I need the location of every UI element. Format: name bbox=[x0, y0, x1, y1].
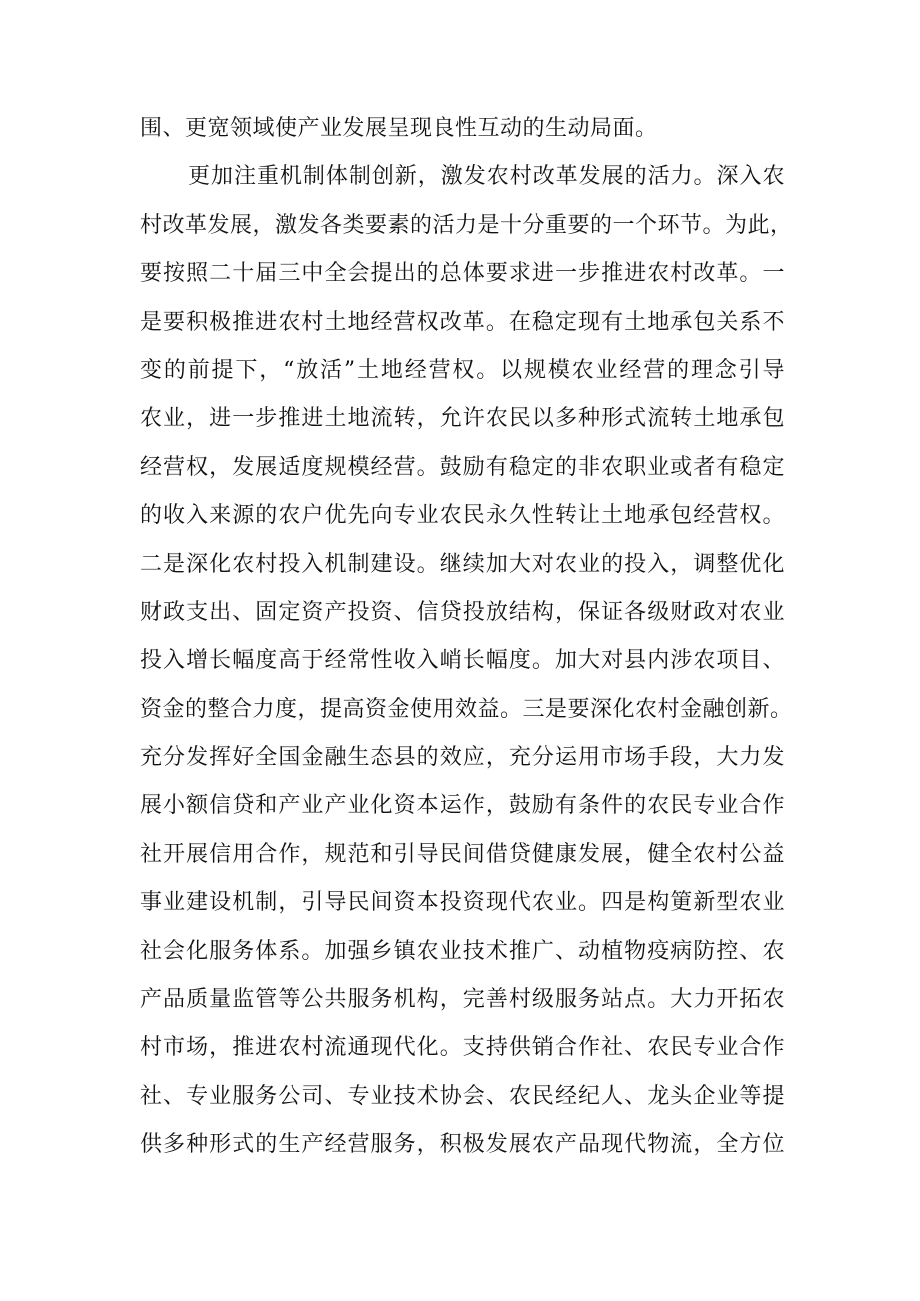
text-line: 围、更宽领域使产业发展呈现良性互动的生动局面。 bbox=[140, 116, 658, 141]
text-line: 二是深化农村投入机制建设。继续加大对农业的投入，调整优化 bbox=[140, 551, 785, 577]
text-line: 社会化服务体系。加强乡镇农业技术推广、动植物疫病防控、农 bbox=[140, 938, 785, 964]
text-line: 产品质量监管等公共服务机构，完善村级服务站点。大力开拓农 bbox=[140, 987, 785, 1013]
text-line: 村市场，推进农村流通现代化。支持供销合作社、农民专业合作 bbox=[140, 1035, 785, 1061]
text-line: 要按照二十届三中全会提出的总体要求进一步推进农村改革。一 bbox=[140, 261, 785, 287]
text-line: 充分发挥好全国金融生态县的效应，充分运用市场手段，大力发 bbox=[140, 745, 785, 771]
text-line: 社开展信用合作，规范和引导民间借贷健康发展，健全农村公益 bbox=[140, 841, 785, 867]
text-line: 事业建设机制，引导民间资本投资现代农业。四是构筻新型农业 bbox=[140, 890, 785, 916]
text-line: 供多种形式的生产经营服务，积极发展农产品现代物流，全方位 bbox=[140, 1132, 785, 1158]
text-line: 展小额信贷和产业产业化资本运作，鼓励有条件的农民专业合作 bbox=[140, 793, 785, 819]
text-line: 财政支出、固定资产投资、信贷投放结构，保证各级财政对农业 bbox=[140, 599, 785, 625]
text-line: 社、专业服务公司、专业技术协会、农民经纪人、龙头企业等提 bbox=[140, 1083, 785, 1109]
text-line: 更加注重机制体制创新，激发农村改革发展的活力。深入农 bbox=[188, 164, 785, 190]
text-line: 是要积极推进农村土地经营权改革。在稳定现有土地承包关系不 bbox=[140, 309, 785, 335]
text-line: 投入增长幅度高于经常性收入峭长幅度。加大对县内涉农项目、 bbox=[140, 648, 785, 674]
text-line: 经营权，发展适度规模经营。鼓励有稳定的非农职业或者有稳定 bbox=[140, 454, 785, 480]
text-line: 变的前提下，“放活”土地经营权。以规模农业经营的理念引导 bbox=[140, 357, 785, 383]
text-line: 资金的整合力度，提高资金使用效益。三是要深化农村金融创新。 bbox=[140, 696, 793, 722]
text-line: 农业，进一步推进土地流转，允许农民以多种形式流转土地承包 bbox=[140, 406, 785, 432]
text-line: 村改革发展，激发各类要素的活力是十分重要的一个环节。为此， bbox=[140, 212, 793, 238]
text-line: 的收入来源的农户优先向专业农民永久性转让土地承包经营权。 bbox=[140, 503, 785, 529]
body-text bbox=[140, 105, 793, 1170]
